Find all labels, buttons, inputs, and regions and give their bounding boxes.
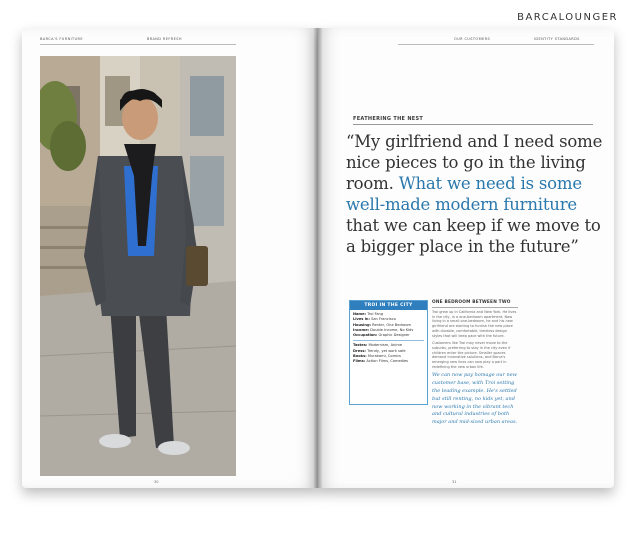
profile-divider [353, 340, 424, 341]
column-pull-text: We can now pay homage our new customer base, with Troi setting the leading example. He's settled but still renting, no kids yet, and now working in the vibrant tech and cultural industries of both major and mid-sized urban areas. [432, 372, 518, 426]
left-header-rule [40, 44, 236, 45]
brand-logo: BARCALOUNGER [517, 12, 618, 23]
profile-body [350, 310, 427, 367]
profile-row: Name: Troi Fang [353, 312, 384, 316]
quote-part-1: “My girlfriend and I need some nice pieces to go in the living room. [346, 132, 603, 193]
right-header-title: IDENTITY STANDARDS [534, 37, 580, 41]
open-magazine [22, 28, 616, 498]
column-rule [432, 307, 518, 308]
column-paragraph-1: Troi grew up in California and New York. He lives in the city, in a one-bedroom apartment. Now living in a small one-bedroom, he and his new girlfriend are starting to furnish the new place with durable, comfortable, timeless design styles that will keep pace with the future. [432, 310, 517, 338]
profile-row: Films: Action Films, Comedies [353, 359, 409, 364]
profile-row: Income: Double Income, No Kids [353, 327, 414, 332]
profile-box [349, 300, 428, 405]
right-header-rule [398, 44, 594, 45]
profile-row: Dress: Trendy, yet work safe [353, 348, 406, 353]
left-header-title: BRAND REFRESH [147, 37, 182, 41]
right-page-number: 31 [452, 480, 457, 484]
section-kicker: FEATHERING THE NEST [353, 116, 424, 122]
profile-row: Books: Murakami, Comics [353, 354, 401, 359]
customer-photo [40, 56, 236, 476]
book-spine [314, 28, 322, 488]
profile-row: Occupation: Graphic Designer [353, 333, 410, 338]
body-column [432, 300, 518, 427]
kicker-rule [353, 124, 593, 125]
profile-title: TROI IN THE CITY [350, 301, 427, 310]
left-page-number: 30 [154, 480, 159, 484]
quote-highlight: What we need is some well-made modern furniture [346, 174, 582, 214]
left-header-section: BARCA'S FURNITURE [40, 37, 83, 41]
pull-quote [346, 131, 608, 257]
photo-illustration [40, 56, 236, 476]
profile-row: Housing: Renter, One Bedroom [353, 322, 412, 327]
left-page [22, 28, 318, 488]
column-heading: ONE BEDROOM BETWEEN TWO [432, 300, 511, 305]
right-header-section: OUR CUSTOMERS [454, 37, 491, 41]
profile-row: Tastes: Modernism, Anime [353, 343, 403, 348]
profile-row: Lives in: San Francisco [353, 317, 396, 322]
column-paragraph-2: Customers like Troi may never move to the suburbs, preferring to stay in the city even if children enter the picture. Smaller spaces demand innovative solutions, and Barca's emerging new lines can now play a part in redefining the new urban life. [432, 341, 511, 369]
quote-part-2: that we can keep if we move to a bigger place in the future” [346, 216, 601, 256]
right-page [318, 28, 614, 488]
